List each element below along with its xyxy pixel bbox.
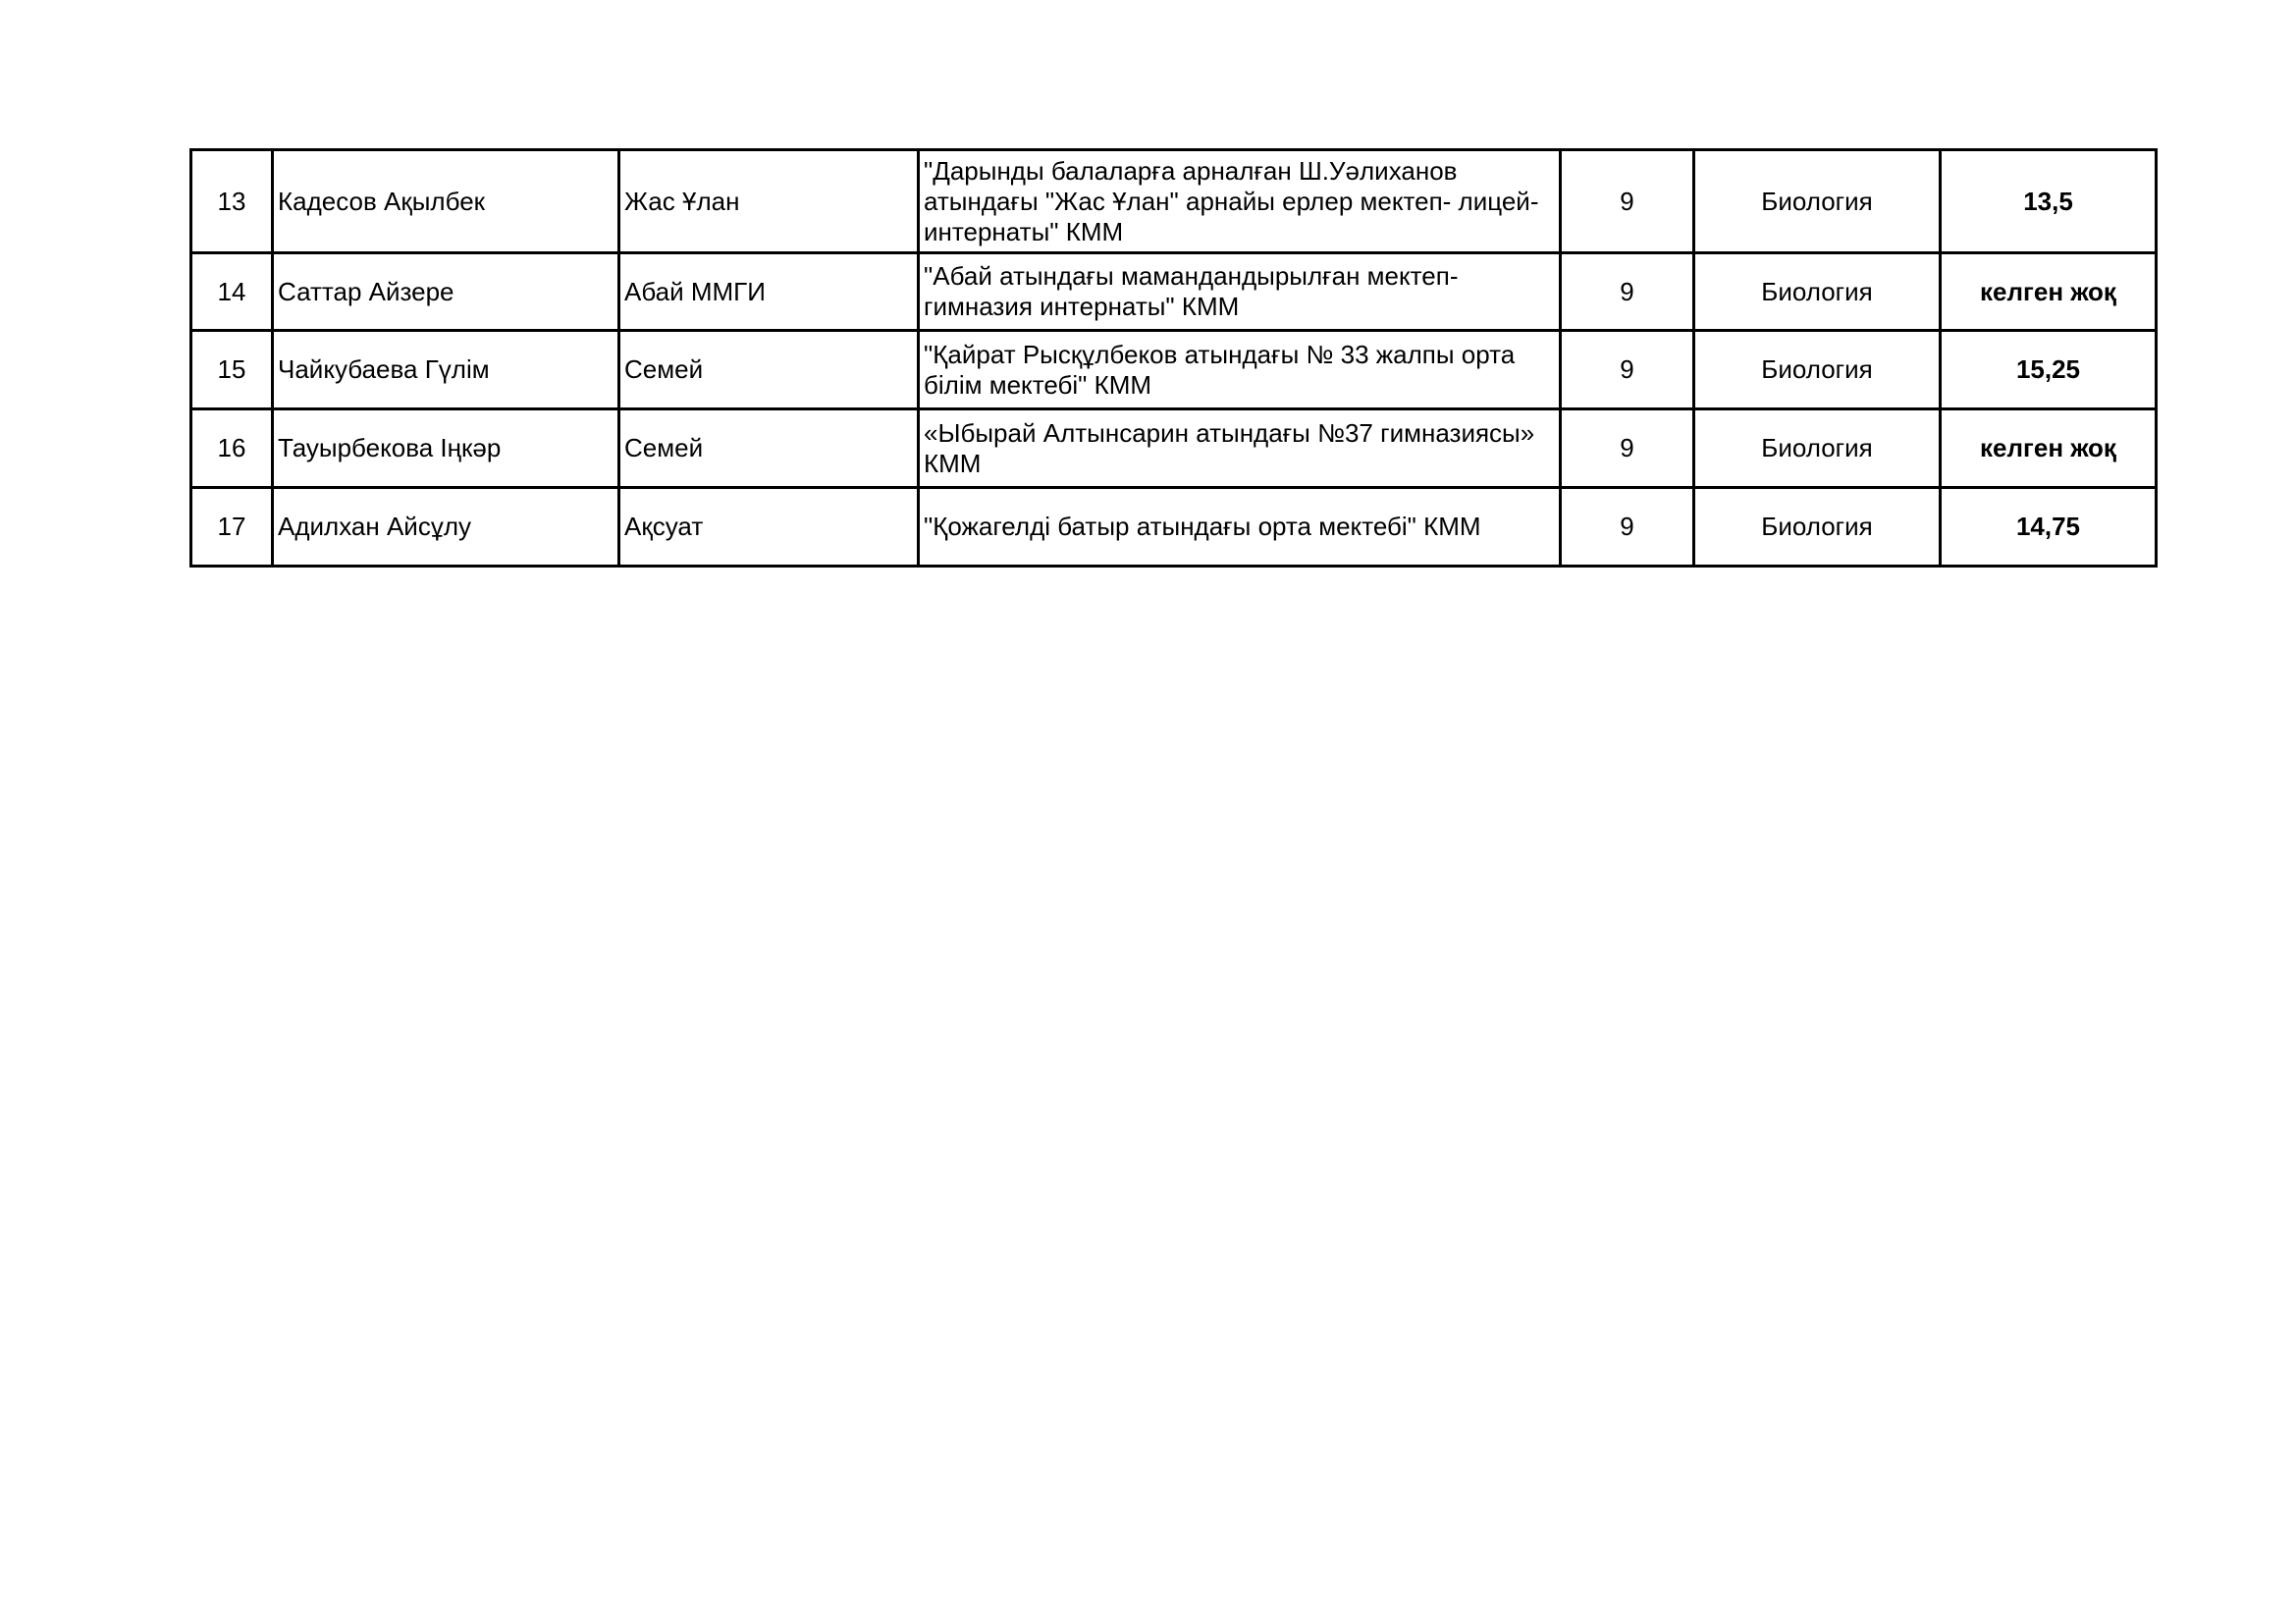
results-sheet	[189, 148, 2155, 568]
table-row	[191, 150, 2157, 253]
grade-cell: 9	[1561, 253, 1694, 331]
region-cell: Семей	[619, 409, 919, 488]
grade-cell: 9	[1561, 150, 1694, 253]
student-name-cell: Адилхан Айсұлу	[273, 488, 619, 567]
row-number-cell: 17	[191, 488, 273, 567]
school-cell: "Қожагелді батыр атындағы орта мектебі" КММ	[919, 488, 1561, 567]
subject-cell: Биология	[1694, 488, 1941, 567]
subject-cell: Биология	[1694, 150, 1941, 253]
row-number-cell: 16	[191, 409, 273, 488]
school-cell: «Ыбырай Алтынсарин атындағы №37 гимназиясы» КММ	[919, 409, 1561, 488]
region-cell: Абай ММГИ	[619, 253, 919, 331]
region-cell: Жас Ұлан	[619, 150, 919, 253]
table-row	[191, 253, 2157, 331]
subject-cell: Биология	[1694, 253, 1941, 331]
table-row	[191, 488, 2157, 567]
student-name-cell: Чайкубаева Гүлім	[273, 331, 619, 409]
grade-cell: 9	[1561, 409, 1694, 488]
grade-cell: 9	[1561, 331, 1694, 409]
score-cell: 15,25	[1941, 331, 2157, 409]
results-table	[189, 148, 2158, 568]
school-cell: "Абай атындағы мамандандырылған мектеп-гимназия интернаты" КММ	[919, 253, 1561, 331]
subject-cell: Биология	[1694, 409, 1941, 488]
table-row	[191, 331, 2157, 409]
score-cell: келген жоқ	[1941, 409, 2157, 488]
row-number-cell: 14	[191, 253, 273, 331]
region-cell: Семей	[619, 331, 919, 409]
grade-cell: 9	[1561, 488, 1694, 567]
row-number-cell: 15	[191, 331, 273, 409]
score-cell: 14,75	[1941, 488, 2157, 567]
school-cell: "Қайрат Рысқұлбеков атындағы № 33 жалпы орта білім мектебі" КММ	[919, 331, 1561, 409]
school-cell: "Дарынды балаларға арналған Ш.Уәлиханов атындағы "Жас Ұлан" арнайы ерлер мектеп- лицей-интернаты" КММ	[919, 150, 1561, 253]
student-name-cell: Тауырбекова Іңкәр	[273, 409, 619, 488]
row-number-cell: 13	[191, 150, 273, 253]
table-row	[191, 409, 2157, 488]
score-cell: келген жоқ	[1941, 253, 2157, 331]
student-name-cell: Саттар Айзере	[273, 253, 619, 331]
subject-cell: Биология	[1694, 331, 1941, 409]
score-cell: 13,5	[1941, 150, 2157, 253]
student-name-cell: Кадесов Ақылбек	[273, 150, 619, 253]
region-cell: Ақсуат	[619, 488, 919, 567]
